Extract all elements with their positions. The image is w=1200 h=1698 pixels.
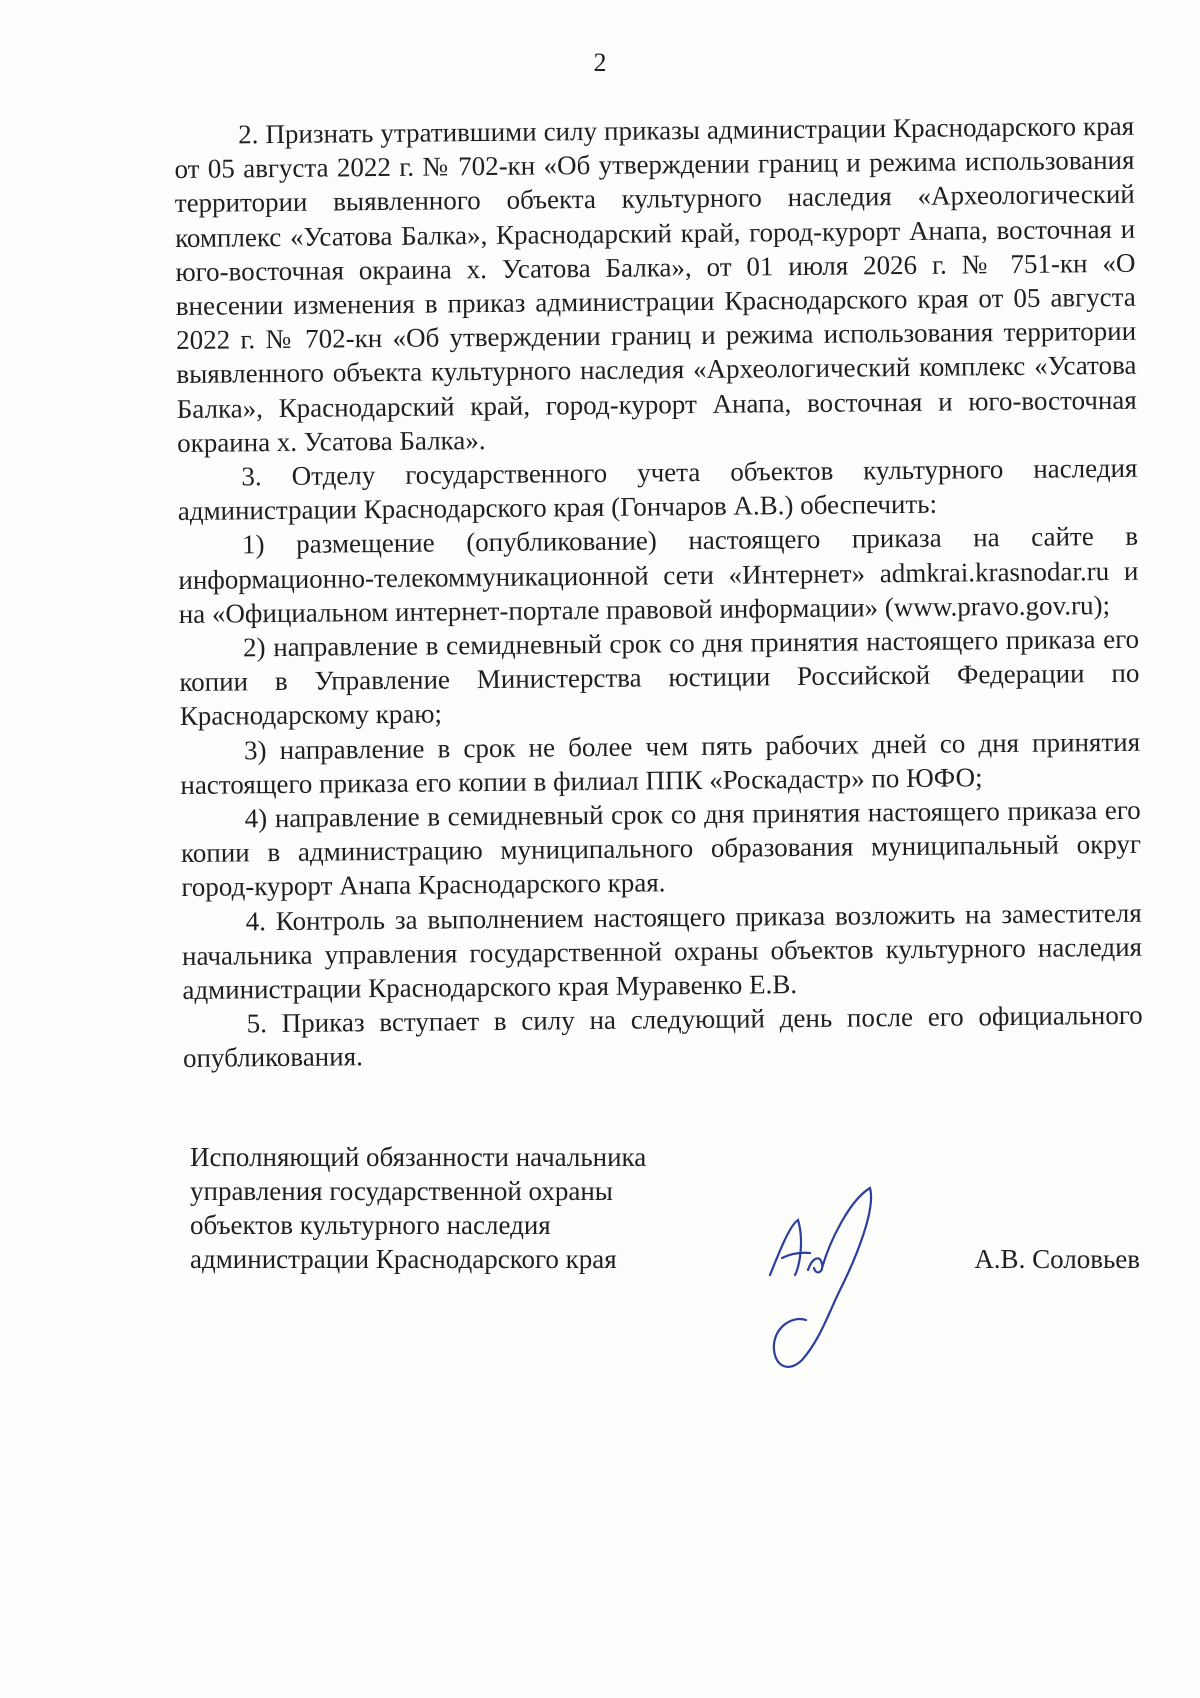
signatory-title-line: администрации Краснодарского края <box>190 1244 617 1274</box>
paragraph-3-item-2: 2) направление в семидневный срок со дня принятия настоящего приказа его копии в Управление Министерства юстиции Российской Федерации по Краснодарскому краю; <box>179 623 1140 732</box>
paragraph-2: 2. Признать утратившими силу приказы администрации Краснодарского края от 05 августа 2022 г. № 702-кн «Об утверждении границ и режима использования территории выявленного объекта культурного наследия «Археологический комплекс «Усатова Балка», Краснодарский край, город-курорт Анапа, восточная и юго-восточная окраина х. Усатова Балка», от 01 июля 2026 г. № 751-кн «О внесении изменения в приказ администрации Краснодарского края от 05 августа 2022 г. № 702-кн «Об утверждении границ и режима использования территории выявленного объекта культурного наследия «Археологический комплекс «Усатова Балка», Краснодарский край, город-курорт Анапа, восточная и юго-восточная окраина х. Усатова Балка». <box>174 110 1137 458</box>
paragraph-3: 3. Отделу государственного учета объектов культурного наследия администрации Краснодарского края (Гончаров А.В.) обеспечить: <box>177 452 1138 527</box>
page-number: 2 <box>593 48 607 77</box>
signatory-title-line: объектов культурного наследия <box>190 1210 551 1240</box>
signatory-name: А.В. Соловьев <box>974 1244 1140 1274</box>
paragraph-3-item-3: 3) направление в срок не более чем пять рабочих дней со дня принятия настоящего приказа его копии в филиал ППК «Роскадастр» по ЮФО; <box>180 726 1141 800</box>
handwritten-signature <box>760 1180 900 1380</box>
paragraph-4: 4. Контроль за выполнением настоящего приказа возложить на заместителя начальника управления государственной охраны объектов культурного наследия администрации Краснодарского края Муравенко Е.В. <box>181 897 1143 1006</box>
paragraph-3-item-4: 4) направление в семидневный срок со дня принятия настоящего приказа его копии в администрацию муниципального образования муниципальный округ город-курорт Анапа Краснодарского края. <box>180 794 1142 903</box>
order-body <box>174 109 1143 1076</box>
signature-stroke <box>770 1188 871 1367</box>
signatory-title <box>190 1140 710 1276</box>
signatory-title-line: Исполняющий обязанности начальника <box>190 1142 647 1172</box>
paragraph-3-item-1: 1) размещение (опубликование) настоящего приказа на сайте в информационно-телекоммуникационной сети «Интернет» admkrai.krasnodar.ru и на «Официальном интернет-портале правовой информации» (www.pravo.gov.ru); <box>178 521 1139 629</box>
signatory-title-line: управления государственной охраны <box>190 1176 613 1206</box>
paragraph-5: 5. Приказ вступает в силу на следующий день после его официального опубликования. <box>182 1000 1143 1074</box>
signature-block <box>190 1140 1150 1276</box>
